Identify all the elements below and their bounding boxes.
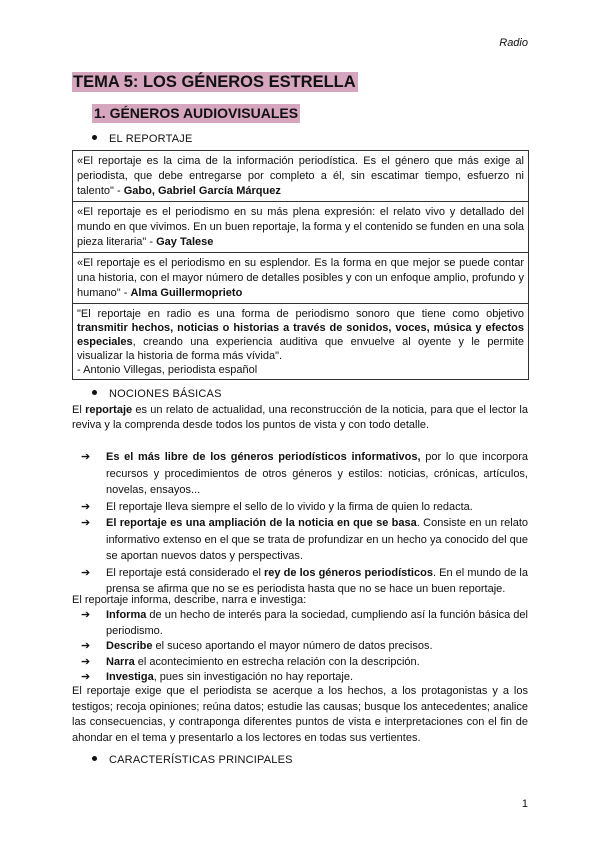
arrow-icon: ➔ (81, 640, 91, 652)
text: el acontecimiento en estrecha relación con la descripción. (134, 655, 420, 668)
text: , pues sin investigación no hay reportaje. (153, 671, 354, 683)
bullet-label: EL REPORTAJE (109, 133, 193, 145)
bullet-dot-icon (92, 135, 97, 140)
page-title: TEMA 5: LOS GÉNEROS ESTRELLA (73, 73, 356, 91)
text: El (72, 404, 86, 416)
arrow-icon: ➔ (81, 500, 91, 513)
quote-author: Gabo, Gabriel García Márquez (123, 185, 281, 197)
arrow-icon: ➔ (81, 566, 91, 579)
quote-author: Gay Talese (156, 236, 214, 248)
list-item (81, 449, 529, 499)
list-item (81, 515, 528, 565)
quote-cell (73, 202, 528, 253)
arrow-icon: ➔ (81, 451, 91, 463)
quote-text: «El reportaje es el periodismo en su más plena expresión: el relato vivo y detallado del mundo en que vivimos. En un buen reportaje, la forma y el contenido se funden en una sola pieza literaria" - (77, 206, 525, 248)
emphasis: rey de los géneros periodísticos (264, 566, 433, 579)
quote-emphasis: transmitir hechos, noticias o historias a través de sonidos, voces, música y efectos especiales (77, 322, 524, 348)
arrow-icon: ➔ (81, 671, 91, 683)
list-item (81, 499, 528, 516)
arrow-icon: ➔ (81, 609, 91, 621)
quote-text: "El reportaje en radio es una forma de periodismo sonoro que tiene como objetivo (77, 308, 524, 320)
quote-author: Alma Guillermoprieto (130, 287, 243, 299)
emphasis: Es el más libre de los géneros periodísticos informativos, (106, 451, 421, 463)
text: . Consiste en un relato informativo extenso en el que se trata de profundizar en un hecho ya conocido del que se aportan nuevos datos y perspectivas. (106, 517, 528, 562)
quote-cell (73, 151, 528, 202)
text: por lo que incorpora recursos y procedimientos de otros géneros y estilos: noticias, crónicas, artículos, novelas, ensayos... (106, 451, 529, 496)
text: . En el mundo de la prensa se afirma que no se es periodista hasta que no se hace un buen reportaje. (106, 566, 528, 595)
quote-text: , creando una experiencia auditiva que envuelve al oyente y le permite visualizar la historia de forma más vívida". (77, 336, 524, 362)
emphasis: El reportaje es una ampliación de la noticia en que se basa (106, 517, 417, 529)
quote-author: - Antonio Villegas, periodista español (77, 364, 258, 376)
bullet-caracteristicas (92, 754, 293, 766)
text: de un hecho de interés para la sociedad, cumpliendo así la función básica del periodismo. (106, 609, 528, 637)
bullet-label: NOCIONES BÁSICAS (109, 388, 222, 400)
bullet-reportaje (92, 133, 193, 145)
page-number: 1 (521, 798, 528, 810)
list-item (81, 608, 528, 639)
running-header: Radio (499, 37, 528, 49)
text: es un relato de actualidad, una reconstrucción de la noticia, para que el lector la reviva y la comprenda desde todos los puntos de vista y con todo detalle. (72, 404, 528, 431)
section-heading: 1. GÉNEROS AUDIOVISUALES (94, 105, 299, 121)
bullet-nociones (92, 388, 222, 400)
list-item (81, 655, 528, 671)
funciones-closing: El reportaje exige que el periodista se acerque a los hechos, a los protagonistas y a los testigos; recoja opiniones; reúna datos; estudie las causas; busque los antecedentes; analice las consecuencias, y contraponga diferentes puntos de vista e interpretaciones con el fin de ahondar en el tema y presentarlo a los lectores en todas sus vertientes. (72, 685, 528, 744)
emphasis: Informa (106, 609, 147, 621)
funciones-intro: El reportaje informa, describe, narra e investiga: (72, 594, 307, 606)
text: El reportaje lleva siempre el sello de lo vivido y la firma de quien lo redacta. (106, 500, 473, 513)
nociones-intro (72, 403, 528, 433)
arrow-icon: ➔ (81, 517, 91, 529)
quote-cell (73, 253, 528, 304)
quote-cell (73, 304, 528, 379)
quote-text: «El reportaje es el periodismo en su esplendor. Es la forma en que mejor se puede contar una historia, con el mayor número de detalles posibles y con un enfoque amplio, profundo y humano" - (77, 257, 524, 299)
emphasis: Narra (106, 655, 135, 668)
emphasis: reportaje (85, 404, 133, 416)
emphasis: Describe (106, 640, 153, 652)
text: El reportaje está considerado el (106, 566, 265, 579)
bullet-dot-icon (92, 390, 97, 395)
text: el suceso aportando el mayor número de datos precisos. (152, 640, 433, 652)
bullet-label: CARACTERÍSTICAS PRINCIPALES (109, 754, 293, 766)
quotes-table (72, 150, 529, 380)
bullet-dot-icon (92, 756, 97, 761)
funciones-list (81, 608, 528, 686)
quote-text: «El reportaje es la cima de la información periodística. Es el género que más exige al periodista, que debe entregarse por completo a él, sin escatimar tiempo, esfuerzo ni talento" - (77, 155, 524, 197)
list-item (81, 639, 528, 655)
arrow-icon: ➔ (81, 655, 91, 668)
emphasis: Investiga (106, 671, 154, 683)
nociones-list (81, 449, 529, 598)
